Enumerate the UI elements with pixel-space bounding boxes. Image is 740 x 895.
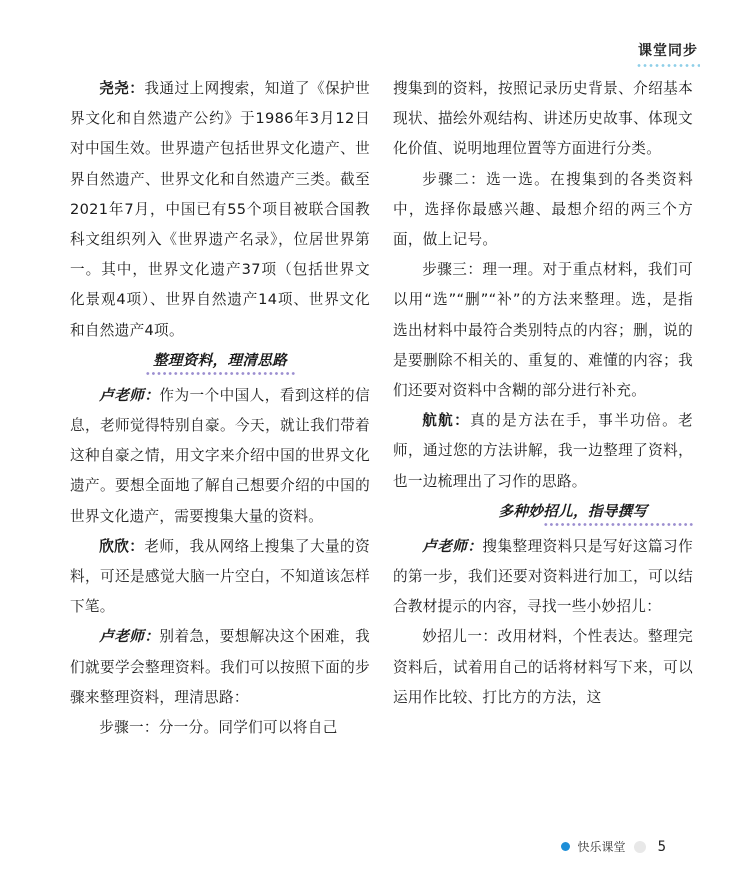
speaker-label: 航航： [422, 412, 471, 430]
section-heading-tips [393, 497, 693, 532]
paragraph-xinxin [70, 532, 370, 623]
paragraph-teacher-1 [70, 381, 370, 532]
paragraph-yaoyao [70, 74, 370, 346]
section-tag: 课堂同步 [638, 43, 698, 59]
right-column [393, 74, 693, 713]
paragraph-step-one: 步骤一：分一分。同学们可以将自己 [99, 719, 338, 737]
left-column [70, 74, 370, 743]
paragraph-teacher-2 [70, 622, 370, 713]
header-dotted-divider [636, 64, 700, 67]
section-heading-organize [70, 346, 370, 381]
heading-dotted-underline [145, 372, 295, 375]
paragraph-text: 老师，我从网络上搜集了大量的资料，可还是感觉大脑一片空白，不知道该怎样下笔。 [70, 537, 370, 616]
circle-icon [634, 841, 646, 853]
paragraph-step-one-cont: 搜集到的资料，按照记录历史背景、介绍基本现状、描绘外观结构、讲述历史故事、体现文化价值、说明地理位置等方面进行分类。 [393, 80, 693, 158]
speaker-label: 卢老师： [422, 537, 483, 555]
paragraph-text: 我通过上网搜索，知道了《保护世界文化和自然遗产公约》于1986年3月12日对中国生效。世界遗产包括世界文化遗产、世界自然遗产、世界文化和自然遗产三类。截至2021年7月，中国已有55个项目被联合国教科文组织列入《世界遗产名录》，位居世界第一。其中，世界文化遗产37项（包括世界文化景观4项）、世界自然遗产14项、世界文化和自然遗产4项。 [70, 80, 370, 339]
section-heading-text: 整理资料，理清思路 [152, 351, 288, 369]
speaker-label: 欣欣： [99, 537, 145, 555]
speaker-label: 尧尧： [99, 80, 145, 97]
paragraph-text: 作为一个中国人，看到这样的信息，老师觉得特别自豪。今天，就让我们带着这种自豪之情，用文字来介绍中国的世界文化遗产。要想全面地了解自己想要介绍的中国的世界文化遗产，需要搜集大量的资料。 [70, 386, 370, 525]
paragraph-step-three: 步骤三：理一理。对于重点材料，我们可以用“选”“删”“补”的方法来整理。选，是指选出材料中最符合类别特点的内容；删，说的是要删除不相关的、重复的、难懂的内容；我们还要对资料中含糊的部分进行补充。 [393, 261, 693, 400]
paragraph-hanghang [393, 406, 693, 497]
speaker-label: 卢老师： [99, 386, 160, 404]
paragraph-text: 搜集整理资料只是写好这篇习作的第一步，我们还要对资料进行加工，可以结合教材提示的内容，寻找一些小妙招儿： [393, 537, 693, 616]
footer-label: 快乐课堂 [577, 840, 626, 854]
page-footer [561, 838, 666, 855]
section-heading-text: 多种妙招儿，指导撰写 [498, 502, 648, 520]
paragraph-tip-one: 妙招儿一：改用材料，个性表达。整理完资料后，试着用自己的话将材料写下来，可以运用作比较、打比方的方法，这 [393, 628, 693, 706]
dot-icon [561, 842, 570, 851]
paragraph-text: 真的是方法在手，事半功倍。老师，通过您的方法讲解，我一边整理了资料，也一边梳理出了习作的思路。 [393, 412, 693, 490]
paragraph-text: 别着急，要想解决这个困难，我们就要学会整理资料。我们可以按照下面的步骤来整理资料，理清思路： [70, 628, 370, 706]
paragraph-teacher-3 [393, 532, 693, 623]
paragraph-step-two: 步骤二：选一选。在搜集到的各类资料中，选择你最感兴趣、最想介绍的两三个方面，做上记号。 [393, 170, 693, 249]
heading-dotted-underline [543, 523, 693, 526]
page-number: 5 [657, 838, 666, 855]
speaker-label: 卢老师： [99, 628, 160, 646]
